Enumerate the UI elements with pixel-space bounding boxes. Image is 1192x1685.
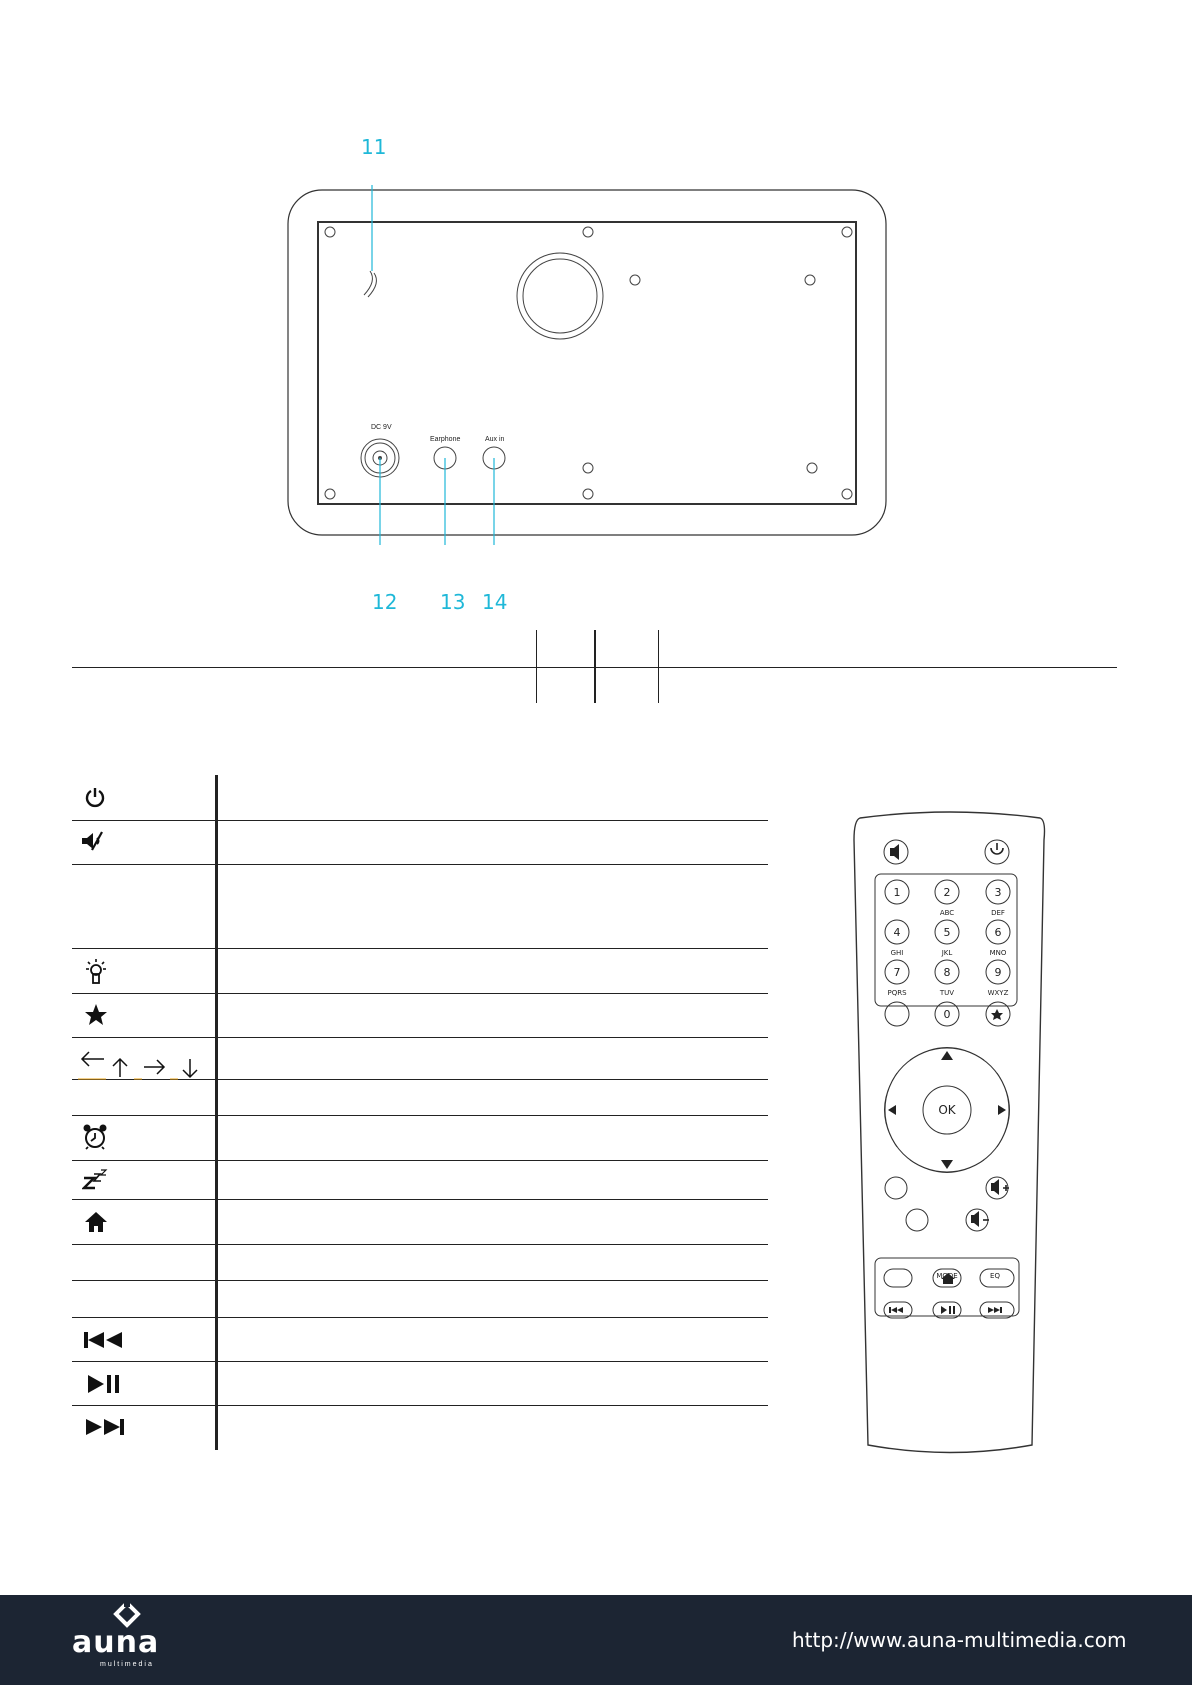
table-rule — [72, 1317, 768, 1318]
page-footer — [0, 1595, 1192, 1685]
top-table-divider-2 — [594, 630, 596, 703]
remote-key-2: 2 — [943, 886, 951, 899]
table-rule — [72, 1361, 768, 1362]
callout-13: 13 — [440, 590, 466, 614]
table-rule — [72, 864, 768, 865]
top-table-divider-1 — [536, 630, 537, 703]
remote-key-0: 0 — [943, 1008, 951, 1021]
table-rule — [72, 1244, 768, 1245]
remote-sub-ghi: GHI — [890, 949, 904, 957]
remote-eq-key: EQ — [990, 1272, 1000, 1280]
auxin-jack-label: Aux in — [485, 436, 505, 443]
sleep-icon — [82, 1168, 108, 1190]
remote-sub-mno: MNO — [989, 949, 1007, 957]
table-rule — [72, 1280, 768, 1281]
next-icon — [84, 1418, 124, 1436]
brand-subtitle: multimedia — [100, 1661, 154, 1668]
callout-11: 11 — [361, 135, 387, 159]
remote-key-8: 8 — [943, 966, 951, 979]
remote-ok-key: OK — [938, 1103, 956, 1117]
remote-table-vertical-rule — [215, 775, 218, 1450]
mute-icon — [80, 830, 106, 852]
power-icon — [84, 786, 106, 808]
footer-url-link[interactable]: http://www.auna-multimedia.com — [792, 1628, 1127, 1652]
table-rule — [72, 820, 768, 821]
remote-sub-tuv: TUV — [939, 989, 955, 997]
top-table-divider-3 — [658, 630, 659, 703]
remote-key-6: 6 — [994, 926, 1002, 939]
star-icon — [84, 1003, 108, 1027]
remote-key-4: 4 — [893, 926, 901, 939]
table-rule — [72, 1405, 768, 1406]
alarm-icon — [83, 1124, 107, 1150]
dc-jack-label: DC 9V — [371, 424, 392, 431]
play-pause-icon — [87, 1374, 121, 1394]
remote-key-5: 5 — [943, 926, 951, 939]
brand-name: auna — [72, 1625, 160, 1660]
remote-key-7: 7 — [893, 966, 901, 979]
table-rule — [72, 1037, 768, 1038]
arrows-icon — [78, 1047, 218, 1081]
remote-control-diagram — [850, 810, 1050, 1460]
remote-mode-key: MODE — [936, 1272, 958, 1280]
remote-sub-wxyz: WXYZ — [987, 989, 1009, 997]
table-rule — [72, 948, 768, 949]
table-rule — [72, 1199, 768, 1200]
remote-sub-abc: ABC — [939, 909, 955, 917]
home-icon — [84, 1211, 108, 1233]
remote-sub-jkl: JKL — [941, 949, 953, 957]
remote-sub-pqrs: PQRS — [887, 989, 907, 997]
remote-key-3: 3 — [994, 886, 1002, 899]
table-rule — [72, 1115, 768, 1116]
earphone-jack-label: Earphone — [430, 436, 461, 443]
dimmer-icon — [84, 958, 108, 986]
callout-12: 12 — [372, 590, 398, 614]
table-rule — [72, 1160, 768, 1161]
callout-14: 14 — [482, 590, 508, 614]
table-rule — [72, 993, 768, 994]
remote-key-9: 9 — [994, 966, 1002, 979]
remote-key-1: 1 — [893, 886, 901, 899]
prev-icon — [84, 1331, 124, 1349]
remote-sub-def: DEF — [991, 909, 1005, 917]
rear-panel-diagram — [280, 185, 895, 545]
